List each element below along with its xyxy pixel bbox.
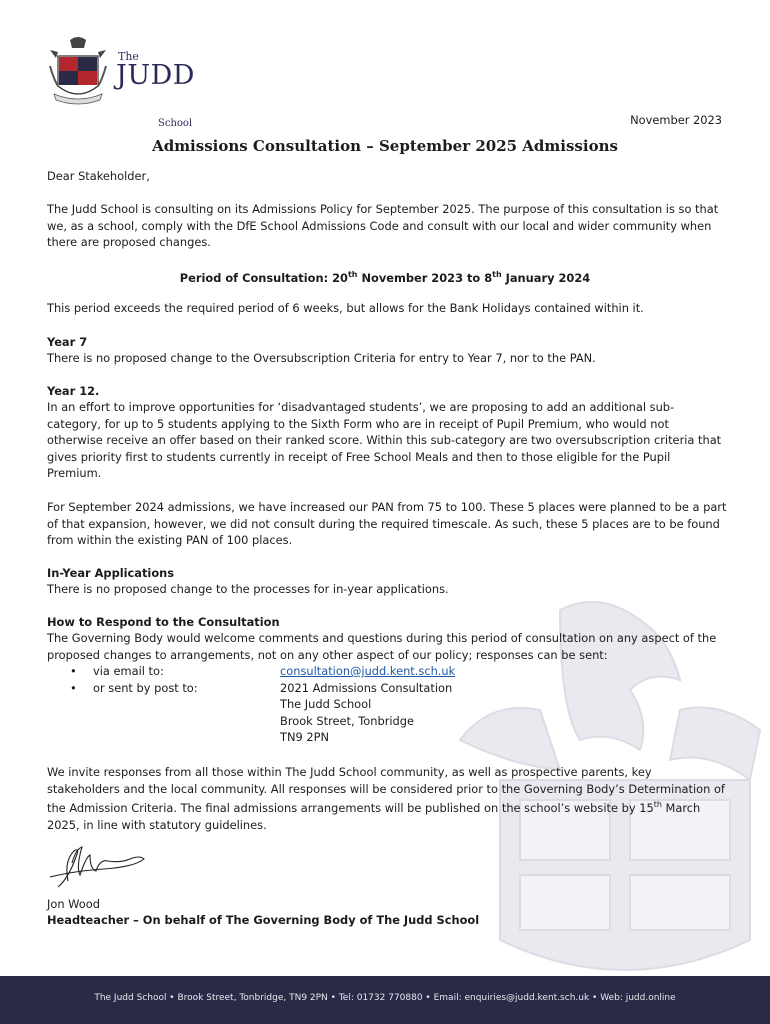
year12-text: In an effort to improve opportunities for ‘disadvantaged students’, we are proposing to add an additional sub-category, for up to 5 students applying to the Sixth Form who are in receipt of Pupil Premium, who would not otherwise receive an offer based on their ranked score. Within this sub-category are two oversubscription criteria that gives priority first to students currently in receipt of Free School Meals and then to those eligible for the Pupil Premium.	[47, 400, 722, 481]
year7-text: There is no proposed change to the Oversubscription Criteria for entry to Year 7, nor to the PAN.	[47, 351, 596, 365]
letter-title: Admissions Consultation – September 2025 Admissions	[152, 137, 618, 155]
email-label: via email to:	[93, 664, 164, 678]
address-line: TN9 2PN	[280, 730, 329, 744]
logo-the: The	[118, 50, 139, 63]
logo-name: JUDD	[116, 60, 195, 91]
school-logo	[48, 36, 208, 129]
address-line: 2021 Admissions Consultation	[280, 681, 453, 695]
post-label: or sent by post to:	[93, 681, 198, 695]
year12-heading: Year 12.	[47, 384, 100, 398]
respond-heading: How to Respond to the Consultation	[47, 615, 280, 629]
inyear-text: There is no proposed change to the processes for in-year applications.	[47, 582, 449, 596]
signature-icon	[50, 843, 165, 891]
address-line: The Judd School	[280, 697, 372, 711]
bullet-email: •	[70, 664, 77, 678]
footer-contact: The Judd School • Brook Street, Tonbridge, TN9 2PN • Tel: 01732 770880 • Email: enquiries@judd.kent.sch.uk • Web: judd.online	[94, 993, 676, 1003]
footer-bar	[0, 976, 770, 1024]
year7-heading: Year 7	[47, 335, 88, 349]
logo-school: School	[158, 118, 193, 129]
respond-text: The Governing Body would welcome comments and questions during this period of consultation on any aspect of the proposed changes to arrangements, not on any other aspect of our policy; responses can be sent:	[47, 631, 717, 662]
salutation: Dear Stakeholder,	[47, 169, 150, 183]
signatory-name: Jon Wood	[47, 897, 100, 911]
year12-pan-text: For September 2024 admissions, we have increased our PAN from 75 to 100. These 5 places were planned to be a part of that expansion, however, we did not consult during the required timescale. As such, these 5 places are to be found from within the existing PAN of 100 places.	[47, 500, 727, 548]
letter-date: November 2023	[630, 113, 722, 127]
invite-paragraph: We invite responses from all those within The Judd School community, as well as prospective parents, key stakeholders and the local community. All responses will be considered prior to the Governing Body’s Determination of the Admission Criteria. The final admissions arrangements will be published on the school’s website by 15th March 2025, in line with statutory guidelines.	[47, 765, 725, 832]
school-crest-icon	[48, 36, 108, 110]
inyear-heading: In-Year Applications	[47, 566, 175, 580]
address-line: Brook Street, Tonbridge	[280, 714, 415, 728]
intro-paragraph: The Judd School is consulting on its Admissions Policy for September 2025. The purpose of this consultation is so that we, as a school, comply with the DfE School Admissions Code and consult with our local and wider community when there are proposed changes.	[47, 202, 719, 250]
consultation-email-link[interactable]: consultation@judd.kent.sch.uk	[280, 664, 456, 678]
bullet-post: •	[70, 681, 77, 695]
period-note: This period exceeds the required period of 6 weeks, but allows for the Bank Holidays contained within it.	[47, 301, 644, 315]
consultation-period: Period of Consultation: 20th November 2023 to 8th January 2024	[179, 270, 591, 285]
signatory-role: Headteacher – On behalf of The Governing Body of The Judd School	[47, 913, 480, 927]
